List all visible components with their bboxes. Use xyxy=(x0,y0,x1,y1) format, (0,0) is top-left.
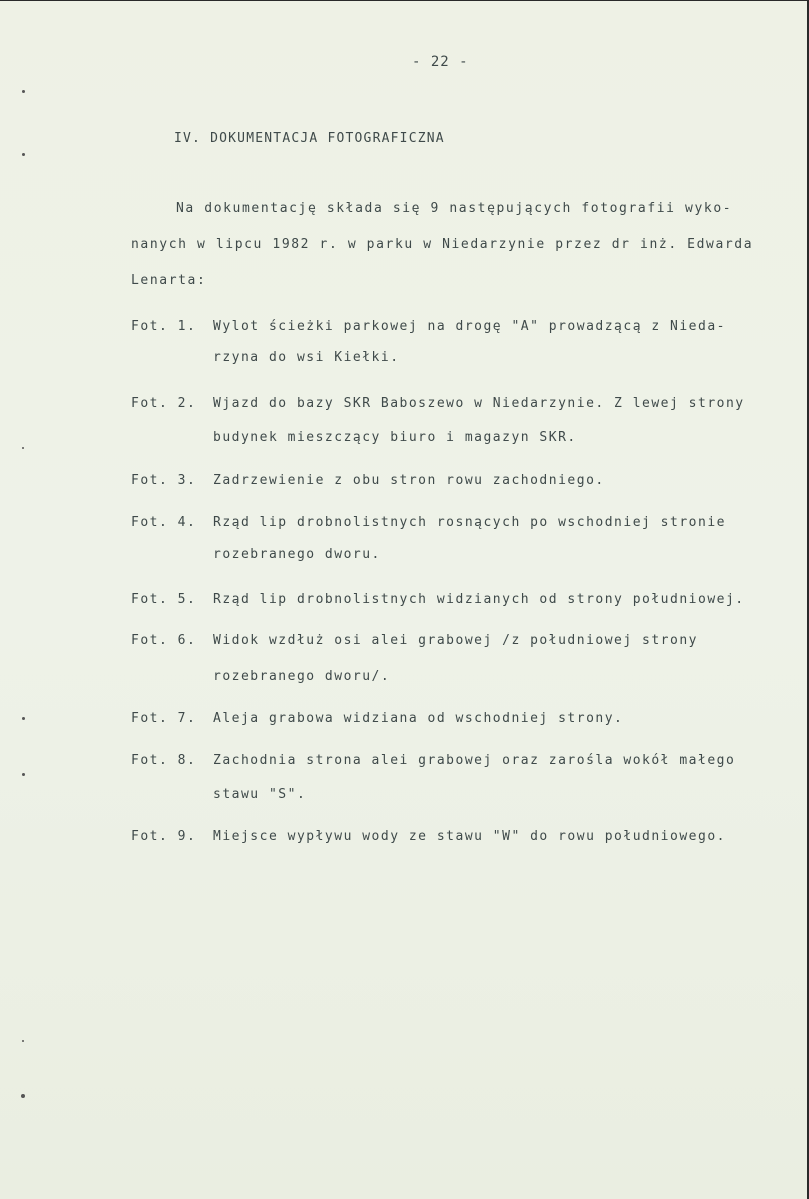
section-heading: IV. DOKUMENTACJA FOTOGRAFICZNA xyxy=(174,131,445,146)
photo-label: Fot. 1. xyxy=(131,319,197,334)
photo-description: Aleja grabowa widziana od wschodniej strony. xyxy=(213,711,624,726)
photo-label: Fot. 9. xyxy=(131,829,197,844)
intro-line-2: nanych w lipcu 1982 r. w parku w Niedarzynie przez dr inż. Edwarda xyxy=(131,237,754,252)
photo-label: Fot. 5. xyxy=(131,592,197,607)
photo-label: Fot. 6. xyxy=(131,633,197,648)
photo-description: rzyna do wsi Kiełki. xyxy=(213,350,400,365)
margin-speck xyxy=(22,90,25,93)
margin-speck xyxy=(22,153,25,156)
scan-edge-top xyxy=(0,0,809,1)
photo-description: Wylot ścieżki parkowej na drogę "A" prowadzącą z Nieda- xyxy=(213,319,726,334)
photo-description: rozebranego dworu. xyxy=(213,547,381,562)
photo-label: Fot. 3. xyxy=(131,473,197,488)
margin-speck xyxy=(21,1094,25,1098)
photo-label: Fot. 7. xyxy=(131,711,197,726)
margin-speck xyxy=(22,717,25,720)
photo-label: Fot. 8. xyxy=(131,753,197,768)
photo-label: Fot. 2. xyxy=(131,396,197,411)
photo-description: rozebranego dworu/. xyxy=(213,669,391,684)
margin-speck xyxy=(22,1040,24,1042)
intro-line-1: Na dokumentację składa się 9 następujących fotografii wyko- xyxy=(176,201,733,216)
photo-label: Fot. 4. xyxy=(131,515,197,530)
photo-description: budynek mieszczący biuro i magazyn SKR. xyxy=(213,430,577,445)
photo-description: Miejsce wypływu wody ze stawu "W" do rowu południowego. xyxy=(213,829,726,844)
margin-speck xyxy=(22,447,24,449)
photo-description: Zachodnia strona alei grabowej oraz zarośla wokół małego xyxy=(213,753,736,768)
photo-description: Rząd lip drobnolistnych rosnących po wschodniej stronie xyxy=(213,515,726,530)
margin-speck xyxy=(22,773,25,776)
intro-line-3: Lenarta: xyxy=(131,273,207,288)
photo-description: Rząd lip drobnolistnych widzianych od strony południowej. xyxy=(213,592,745,607)
photo-description: Zadrzewienie z obu stron rowu zachodniego. xyxy=(213,473,605,488)
page-number: - 22 - xyxy=(412,54,469,70)
photo-description: Wjazd do bazy SKR Baboszewo w Niedarzynie. Z lewej strony xyxy=(213,396,745,411)
photo-description: stawu "S". xyxy=(213,787,307,802)
photo-description: Widok wzdłuż osi alei grabowej /z południowej strony xyxy=(213,633,698,648)
